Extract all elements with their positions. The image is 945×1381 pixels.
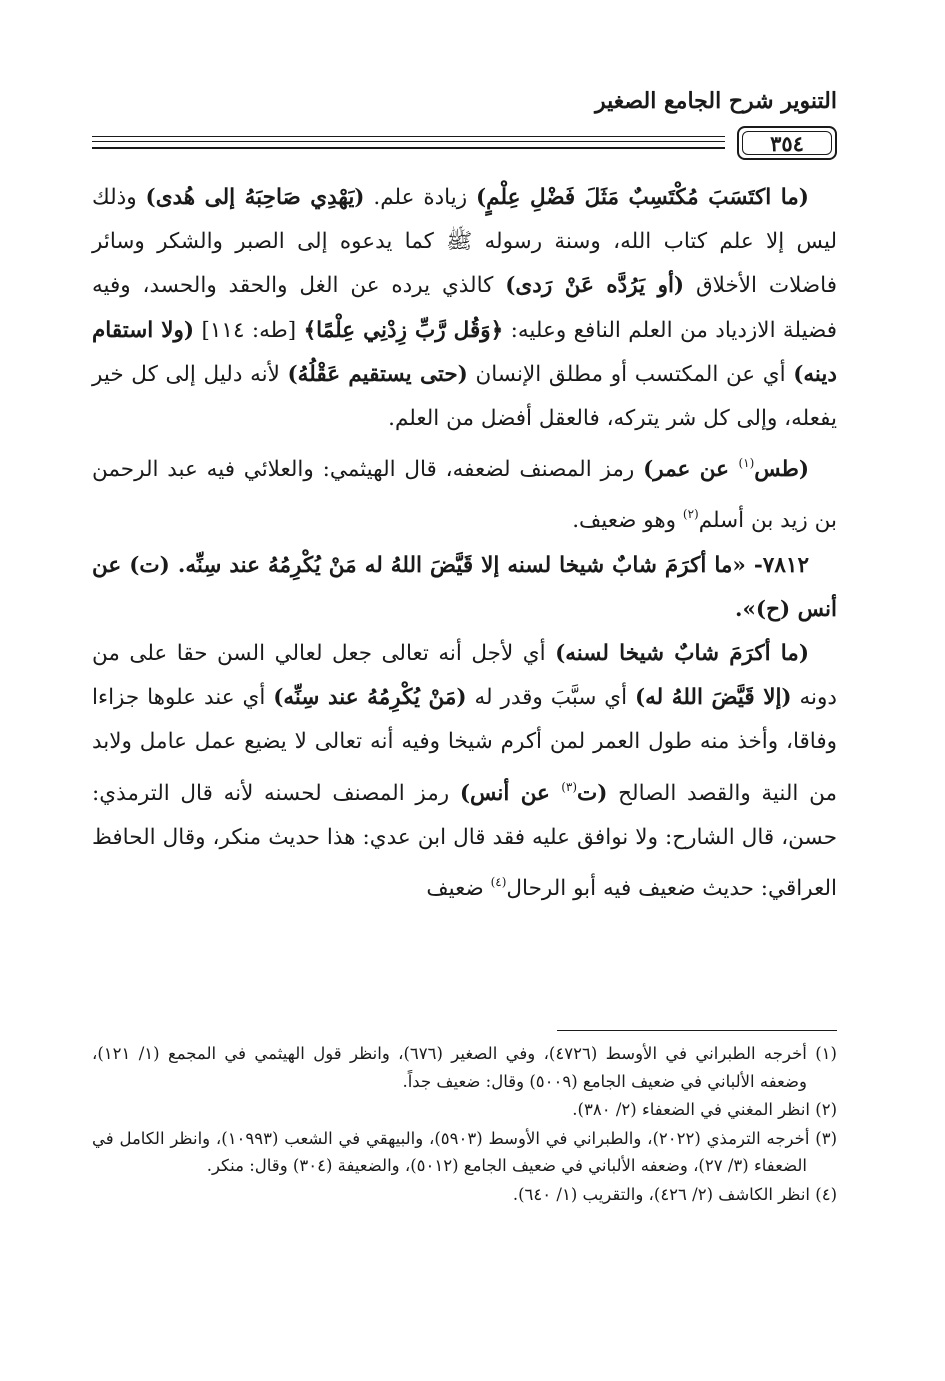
footnote-marker: (١) bbox=[738, 456, 755, 471]
hadith-quote: (إلا قَيَّضَ اللهُ له) bbox=[634, 685, 792, 711]
hadith-entry: ٧٨١٢- «ما أكرَمَ شابٌ شيخا لسنه إلا قَيَّضَ اللهُ له مَنْ يُكْرِمُهُ عند سِنِّه. (ت) عن أنس (ح)». bbox=[92, 552, 837, 622]
hadith-quote: (أو يَرُدَّه عَنْ رَدى) bbox=[505, 273, 685, 299]
source-code: (طس bbox=[754, 457, 809, 483]
source-code: (ت bbox=[577, 780, 608, 806]
narrator: عن عمر) bbox=[643, 457, 739, 483]
commentary-text: أي عن المكتسب أو مطلق الإنسان bbox=[467, 361, 794, 387]
header-rule bbox=[92, 128, 837, 168]
page-number-box bbox=[737, 126, 837, 160]
header-rule-line bbox=[92, 141, 725, 142]
paragraph bbox=[92, 441, 837, 543]
footnote-marker: (٣) bbox=[561, 779, 578, 794]
footnote-marker: (٤) bbox=[490, 875, 507, 890]
footnote-marker: (٢) bbox=[682, 507, 699, 522]
footnote: (١) أخرجه الطبراني في الأوسط (٤٧٢٦)، وفي الصغير (٦٧٦)، وانظر قول الهيثمي في المجمع (١/ ١٢١)، وضعفه الألباني في ضعيف الجامع (٥٠٠٩) وقال: ضعيف جداً. bbox=[92, 1044, 837, 1091]
commentary-text: كالذي يرده عن الغل والحقد والحسد، وفيه فضيلة الازدياد من العلم النافع وعليه: bbox=[92, 273, 837, 343]
commentary-text: زيادة علم. bbox=[364, 185, 476, 210]
commentary-text: أي لأجل أنه تعالى جعل لعالي السن حقا على من دونه bbox=[92, 641, 837, 711]
commentary-text: وهو ضعيف. bbox=[572, 508, 683, 534]
hadith-quote: (حتى يستقيم عَقْلُهُ) bbox=[287, 361, 468, 387]
paragraph bbox=[92, 176, 837, 441]
main-text bbox=[92, 176, 837, 911]
narrator: عن أنس) bbox=[459, 780, 562, 806]
hadith-quote: (ولا استقام دينه) bbox=[92, 317, 837, 387]
quran-verse: ﴿وَقُل رَّبِّ زِدْنِي عِلْمًا﴾ bbox=[303, 317, 504, 343]
commentary-text: وذلك ليس إلا علم كتاب الله، وسنة رسوله ﷺ كما يدعوه إلى الصبر والشكر وسائر فاضلات الأخلاق bbox=[92, 185, 837, 299]
footnote-separator bbox=[557, 1030, 837, 1031]
commentary-text: رمز المصنف لضعفه، قال الهيثمي: والعلائي فيه عبد الرحمن بن زيد بن أسلم bbox=[92, 457, 837, 534]
paragraph bbox=[92, 632, 837, 911]
page-header bbox=[92, 88, 837, 128]
page-number: ٣٥٤ bbox=[770, 130, 804, 156]
footnote: (٤) انظر الكاشف (٢/ ٤٢٦)، والتقريب (١/ ٦٤٠). bbox=[512, 1184, 837, 1204]
commentary-text: لأنه دليل إلى كل خير يفعله، وإلى كل شر يتركه، فالعقل أفضل من العلم. bbox=[92, 361, 837, 432]
footnote: (٣) أخرجه الترمذي (٢٠٢٢)، والطبراني في الأوسط (٥٩٠٣)، والبيهقي في الشعب (١٠٩٩٣)، وانظر الكامل في الضعفاء (٣/ ٢٧)، وضعفه الألباني في ضعيف الجامع (٥٠١٢)، والضعيفة (٣٠٤) وقال: منكر. bbox=[92, 1128, 837, 1175]
hadith-quote: (ما أكرَمَ شابٌ شيخا لسنه) bbox=[555, 641, 809, 667]
commentary-text: أي عند علوها جزاءا وفاقا، وأخذ منه طول العمر لمن أكرم شيخا وفيه أنه تعالى لا يضيع عمل عامل ولابد من النية والقصد الصالح bbox=[92, 685, 837, 806]
verse-reference: [طه: ١١٤] bbox=[194, 317, 304, 343]
hadith-quote: (مَنْ يُكْرِمُهُ عند سِنِّه) bbox=[273, 685, 467, 711]
footnote: (٢) انظر المغني في الضعفاء (٢/ ٣٨٠). bbox=[572, 1100, 837, 1119]
footnotes bbox=[92, 1040, 837, 1209]
commentary-text: رمز المصنف لحسنه لأنه قال الترمذي: حسن، قال الشارح: ولا نوافق عليه فقد قال ابن عدي: هذا حديث منكر، وقال الحافظ العراقي: حديث ضعيف فيه أبو الرحال bbox=[92, 780, 837, 902]
hadith-quote: (يَهْدِي صَاحِبَهُ إلى هُدى) bbox=[145, 185, 365, 210]
hadith-quote: (ما اكتَسَبَ مُكْتَسِبٌ مَثَلَ فَضْلِ عِلْمٍ) bbox=[475, 185, 809, 210]
running-title: التنوير شرح الجامع الصغير bbox=[595, 88, 837, 114]
commentary-text: ضعيف bbox=[426, 876, 491, 902]
header-rule-line bbox=[92, 147, 725, 149]
commentary-text: أي سبَّبَ وقدر له bbox=[466, 685, 635, 711]
header-rule-line bbox=[92, 136, 725, 137]
